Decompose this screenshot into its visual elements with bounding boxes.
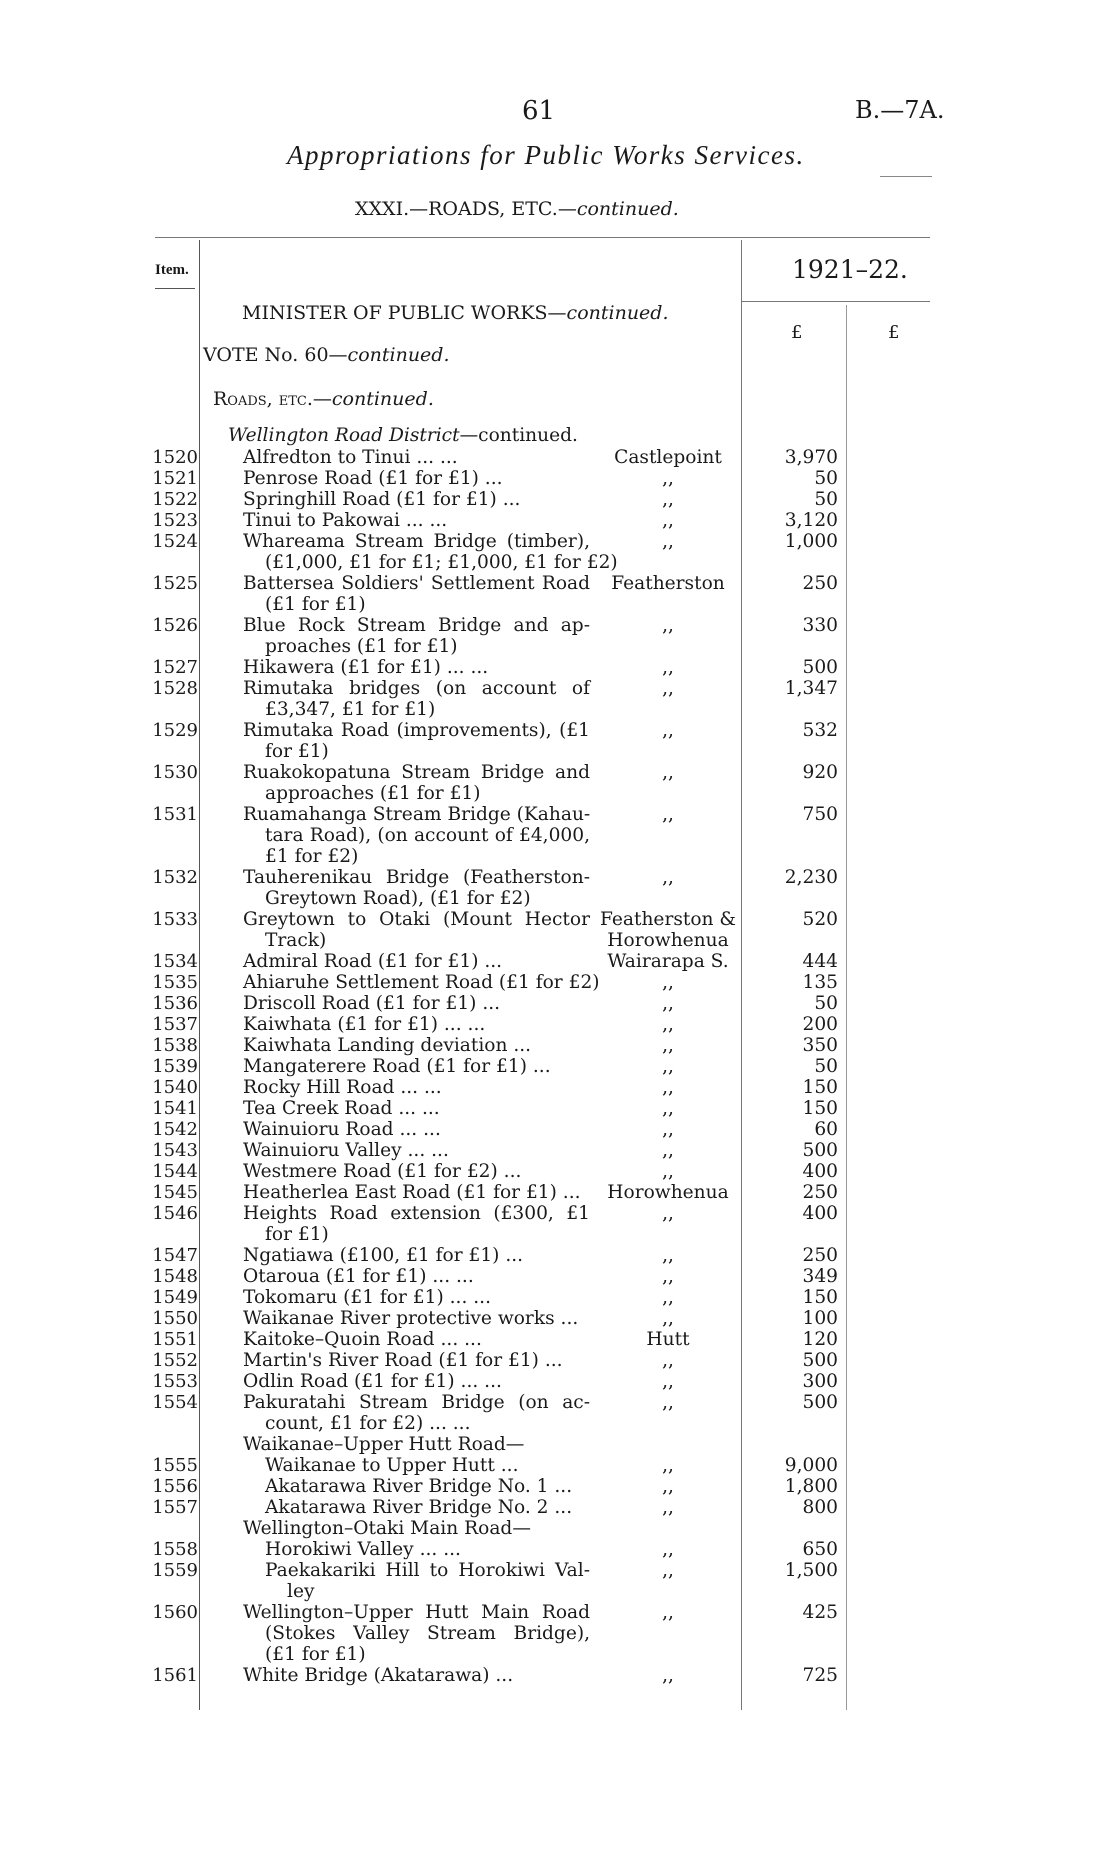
electoral-district: Featherston (611, 573, 725, 594)
item-description (243, 1287, 590, 1308)
electoral-district: ,, (662, 489, 674, 510)
electoral-district: ,, (662, 1392, 674, 1413)
electoral-district: Horowhenua (607, 1182, 729, 1203)
electoral-district: ,, (662, 762, 674, 783)
item-description (243, 615, 590, 657)
electoral-district: ,, (662, 1287, 674, 1308)
item-number: 1520 (152, 447, 198, 468)
electoral-district: Castlepoint (614, 447, 722, 468)
electoral-district: ,, (662, 1455, 674, 1476)
electoral-district: ,, (662, 615, 674, 636)
item-number: 1544 (152, 1161, 198, 1182)
amount: 1,800 (784, 1476, 838, 1497)
description-line: Battersea Soldiers' Settlement Road (243, 573, 590, 594)
amount: 50 (814, 993, 838, 1014)
item-description (243, 1245, 590, 1266)
description-line: Admiral Road (£1 for £1) ... (243, 951, 503, 972)
amount: 500 (802, 657, 838, 678)
description-line: £1 for £2) (265, 846, 359, 867)
electoral-district: ,, (662, 1266, 674, 1287)
section-title-continued: continued. (576, 198, 679, 220)
amount: 1,000 (784, 531, 838, 552)
electoral-district: ,, (662, 720, 674, 741)
item-number: 1547 (152, 1245, 198, 1266)
item-description (265, 1476, 590, 1497)
item-number: 1558 (152, 1539, 198, 1560)
electoral-district: ,, (662, 1014, 674, 1035)
description-line: Heatherlea East Road (£1 for £1) ... (243, 1182, 581, 1203)
minister-heading (242, 302, 669, 324)
description-line: Rimutaka bridges (on account of (243, 678, 590, 699)
amount: 500 (802, 1392, 838, 1413)
amount: 50 (814, 489, 838, 510)
electoral-district: ,, (662, 972, 674, 993)
item-description (265, 1560, 590, 1602)
description-line: Akatarawa River Bridge No. 1 ... (265, 1476, 573, 1497)
electoral-district: ,, (662, 1476, 674, 1497)
item-header-rule (155, 288, 195, 289)
amount: 500 (802, 1140, 838, 1161)
item-number: 1538 (152, 1035, 198, 1056)
description-line: Wellington–Upper Hutt Main Road (243, 1602, 590, 1623)
description-line: Tinui to Pakowai ... ... (243, 510, 448, 531)
description-line: Mangaterere Road (£1 for £1) ... (243, 1056, 551, 1077)
electoral-district: ,, (662, 1203, 674, 1224)
item-number: 1542 (152, 1119, 198, 1140)
electoral-district: ,, (662, 1539, 674, 1560)
description-line: Westmere Road (£1 for £2) ... (243, 1161, 522, 1182)
item-description (265, 1539, 590, 1560)
amount: 135 (802, 972, 838, 993)
item-number: 1543 (152, 1140, 198, 1161)
item-number: 1546 (152, 1203, 198, 1224)
item-number: 1549 (152, 1287, 198, 1308)
electoral-district: ,, (662, 1350, 674, 1371)
section-title (355, 198, 679, 220)
item-description (265, 1497, 590, 1518)
item-description (243, 1266, 590, 1287)
electoral-district: Wairarapa S. (607, 951, 729, 972)
description-line: Rocky Hill Road ... ... (243, 1077, 442, 1098)
item-number: 1535 (152, 972, 198, 993)
description-line: count, £1 for £2) ... ... (265, 1413, 471, 1434)
subheading: Wellington–Otaki Main Road— (243, 1518, 531, 1539)
electoral-district: ,, (662, 1371, 674, 1392)
item-number: 1559 (152, 1560, 198, 1581)
description-line: Penrose Road (£1 for £1) ... (243, 468, 503, 489)
amount: 350 (802, 1035, 838, 1056)
item-number: 1529 (152, 720, 198, 741)
description-line: Kaiwhata (£1 for £1) ... ... (243, 1014, 486, 1035)
electoral-district: ,, (662, 1077, 674, 1098)
item-description (243, 573, 590, 615)
amount: 250 (802, 1182, 838, 1203)
item-number: 1555 (152, 1455, 198, 1476)
item-number: 1561 (152, 1665, 198, 1686)
item-number: 1526 (152, 615, 198, 636)
description-line: Paekakariki Hill to Horokiwi Val- (265, 1560, 590, 1581)
amount-column-rule (846, 305, 847, 1710)
electoral-district: ,, (662, 510, 674, 531)
item-description (243, 720, 590, 762)
item-number: 1537 (152, 1014, 198, 1035)
amount: 200 (802, 1014, 838, 1035)
item-number: 1552 (152, 1350, 198, 1371)
item-description (243, 804, 590, 867)
amount: 532 (802, 720, 838, 741)
item-number: 1556 (152, 1476, 198, 1497)
description-line: Springhill Road (£1 for £1) ... (243, 489, 521, 510)
document-reference: B.—7A. (855, 96, 945, 124)
description-line: Tauherenikau Bridge (Featherston- (243, 867, 590, 888)
item-description (243, 1182, 590, 1203)
amount: 725 (802, 1665, 838, 1686)
item-description (243, 1203, 590, 1245)
item-number: 1524 (152, 531, 198, 552)
electoral-district: ,, (662, 1602, 674, 1623)
description-line: Whareama Stream Bridge (timber), (243, 531, 590, 552)
amount: 60 (814, 1119, 838, 1140)
district-heading-main: Wellington Road District (228, 425, 460, 446)
item-number: 1527 (152, 657, 198, 678)
item-description (243, 447, 590, 468)
year-header-rule (742, 301, 930, 302)
description-line: Alfredton to Tinui ... ... (243, 447, 458, 468)
description-line: Rimutaka Road (improvements), (£1 (243, 720, 590, 741)
item-number: 1541 (152, 1098, 198, 1119)
item-description (243, 1098, 590, 1119)
description-line: Tokomaru (£1 for £1) ... ... (243, 1287, 492, 1308)
item-description (243, 1140, 590, 1161)
section-title-main: XXXI.—ROADS, ETC.— (355, 198, 577, 220)
description-line: Ruakokopatuna Stream Bridge and (243, 762, 590, 783)
item-number: 1548 (152, 1266, 198, 1287)
item-number: 1528 (152, 678, 198, 699)
amount: 1,347 (784, 678, 838, 699)
description-line: Tea Creek Road ... ... (243, 1098, 440, 1119)
item-number: 1525 (152, 573, 198, 594)
minister-heading-main: MINISTER OF PUBLIC WORKS— (242, 302, 567, 324)
description-line: Greytown to Otaki (Mount Hector (243, 909, 590, 930)
description-line: Greytown Road), (£1 for £2) (265, 888, 531, 909)
item-number: 1533 (152, 909, 198, 930)
amount: 444 (802, 951, 838, 972)
electoral-district: ,, (662, 1119, 674, 1140)
description-line: Driscoll Road (£1 for £1) ... (243, 993, 501, 1014)
description-line: Track) (265, 930, 327, 951)
item-description (243, 1665, 590, 1686)
amount: 349 (802, 1266, 838, 1287)
electoral-district: ,, (662, 1098, 674, 1119)
electoral-district: ,, (662, 1245, 674, 1266)
table-top-rule (155, 237, 930, 238)
electoral-district: ,, (662, 867, 674, 888)
item-description (243, 657, 590, 678)
item-number: 1539 (152, 1056, 198, 1077)
item-description (243, 1056, 590, 1077)
description-line: (£1 for £1) (265, 1644, 366, 1665)
item-description (243, 1350, 590, 1371)
description-line: Waikanae River protective works ... (243, 1308, 579, 1329)
district-heading (228, 425, 578, 446)
amount: 2,230 (784, 867, 838, 888)
roads-heading-continued: continued. (331, 388, 434, 410)
electoral-district: ,, (662, 1140, 674, 1161)
electoral-district: Hutt (646, 1329, 690, 1350)
electoral-district: ,, (662, 1308, 674, 1329)
amount: 650 (802, 1539, 838, 1560)
description-line: £3,347, £1 for £1) (265, 699, 436, 720)
item-description (243, 1602, 590, 1665)
description-line: (Stokes Valley Stream Bridge), (265, 1623, 590, 1644)
amount: 500 (802, 1350, 838, 1371)
item-number: 1536 (152, 993, 198, 1014)
description-line: for £1) (265, 741, 329, 762)
subheading: Waikanae–Upper Hutt Road— (243, 1434, 525, 1455)
amount: 330 (802, 615, 838, 636)
amount: 400 (802, 1161, 838, 1182)
item-description (265, 1455, 590, 1476)
item-description (243, 762, 590, 804)
title-rule (880, 176, 932, 177)
description-line: Ahiaruhe Settlement Road (£1 for £2) (243, 972, 600, 993)
item-number: 1553 (152, 1371, 198, 1392)
amount: 3,970 (784, 447, 838, 468)
item-number: 1550 (152, 1308, 198, 1329)
amount: 100 (802, 1308, 838, 1329)
minister-heading-continued: continued. (566, 302, 669, 324)
description-line: Hikawera (£1 for £1) ... ... (243, 657, 489, 678)
electoral-district: ,, (662, 1161, 674, 1182)
item-description (243, 1161, 590, 1182)
amount: 50 (814, 1056, 838, 1077)
item-description (243, 468, 590, 489)
item-description (243, 1014, 590, 1035)
item-description (243, 909, 590, 951)
item-description (243, 1329, 590, 1350)
amount: 800 (802, 1497, 838, 1518)
amount: 150 (802, 1098, 838, 1119)
description-line: proaches (£1 for £1) (265, 636, 458, 657)
item-description (243, 867, 590, 909)
vote-heading-continued: continued. (347, 344, 450, 366)
description-line: Horokiwi Valley ... ... (265, 1539, 461, 1560)
description-line: (£1 for £1) (265, 594, 366, 615)
item-number: 1560 (152, 1602, 198, 1623)
vote-heading (203, 344, 450, 366)
amount: 150 (802, 1287, 838, 1308)
item-description (243, 510, 590, 531)
description-line: Kaitoke–Quoin Road ... ... (243, 1329, 482, 1350)
item-number: 1534 (152, 951, 198, 972)
amount: 3,120 (784, 510, 838, 531)
description-line: approaches (£1 for £1) (265, 783, 481, 804)
description-line: Blue Rock Stream Bridge and ap- (243, 615, 590, 636)
amount: 750 (802, 804, 838, 825)
electoral-district: ,, (662, 1056, 674, 1077)
amount: 300 (802, 1371, 838, 1392)
amount: 520 (802, 909, 838, 930)
electoral-district: ,, (662, 1665, 674, 1686)
roads-heading (213, 388, 434, 410)
description-line: for £1) (265, 1224, 329, 1245)
district-heading-continued: —continued. (459, 425, 578, 446)
pound-header-2: £ (888, 322, 900, 343)
item-number: 1557 (152, 1497, 198, 1518)
item-description (243, 531, 618, 573)
item-description (243, 678, 590, 720)
item-description (243, 489, 590, 510)
item-description (243, 1392, 590, 1434)
item-number: 1521 (152, 468, 198, 489)
description-line: Pakuratahi Stream Bridge (on ac- (243, 1392, 590, 1413)
electoral-district: ,, (662, 531, 674, 552)
item-description (243, 1371, 590, 1392)
description-line: Wainuioru Road ... ... (243, 1119, 441, 1140)
electoral-district: ,, (662, 804, 674, 825)
electoral-district: ,, (662, 1560, 674, 1581)
amount: 920 (802, 762, 838, 783)
year-column-header: 1921–22. (792, 255, 908, 284)
item-description (243, 1119, 590, 1140)
item-number: 1532 (152, 867, 198, 888)
amount: 9,000 (784, 1455, 838, 1476)
electoral-district: ,, (662, 657, 674, 678)
item-number: 1530 (152, 762, 198, 783)
item-description (243, 972, 600, 993)
amount: 1,500 (784, 1560, 838, 1581)
amount: 120 (802, 1329, 838, 1350)
vote-heading-main: VOTE No. 60— (203, 344, 348, 366)
item-description (243, 1308, 590, 1329)
electoral-district: Featherston & (600, 909, 736, 930)
pound-header-1: £ (791, 322, 803, 343)
amount: 150 (802, 1077, 838, 1098)
description-line: (£1,000, £1 for £1; £1,000, £1 for £2) (265, 552, 618, 573)
item-column-header: Item. (155, 262, 189, 278)
electoral-district-line-2: Horowhenua (607, 930, 729, 951)
roads-heading-main: Roads, etc.— (213, 388, 332, 410)
description-line: Kaiwhata Landing deviation ... (243, 1035, 532, 1056)
item-column-rule (199, 240, 200, 1710)
amount: 250 (802, 1245, 838, 1266)
amount: 250 (802, 573, 838, 594)
description-line: Odlin Road (£1 for £1) ... ... (243, 1371, 502, 1392)
description-line: ley (287, 1581, 315, 1602)
electoral-district: ,, (662, 468, 674, 489)
item-number: 1531 (152, 804, 198, 825)
item-number: 1545 (152, 1182, 198, 1203)
electoral-district: ,, (662, 1035, 674, 1056)
description-line: Waikanae to Upper Hutt ... (265, 1455, 519, 1476)
amount: 50 (814, 468, 838, 489)
electoral-district: ,, (662, 1497, 674, 1518)
page-number: 61 (522, 96, 556, 126)
item-number: 1522 (152, 489, 198, 510)
item-description (243, 1077, 590, 1098)
description-line: tara Road), (on account of £4,000, (265, 825, 590, 846)
description-line: Heights Road extension (£300, £1 (243, 1203, 590, 1224)
description-line: Otaroua (£1 for £1) ... ... (243, 1266, 474, 1287)
item-number: 1540 (152, 1077, 198, 1098)
description-line: Ngatiawa (£100, £1 for £1) ... (243, 1245, 524, 1266)
item-description (243, 951, 590, 972)
description-line: White Bridge (Akatarawa) ... (243, 1665, 514, 1686)
description-line: Wainuioru Valley ... ... (243, 1140, 449, 1161)
item-description (243, 1035, 590, 1056)
item-description (243, 993, 590, 1014)
electoral-district: ,, (662, 993, 674, 1014)
item-number: 1523 (152, 510, 198, 531)
item-number: 1551 (152, 1329, 198, 1350)
description-line: Ruamahanga Stream Bridge (Kahau- (243, 804, 591, 825)
description-line: Martin's River Road (£1 for £1) ... (243, 1350, 563, 1371)
amount: 400 (802, 1203, 838, 1224)
electoral-district: ,, (662, 678, 674, 699)
page-title: Appropriations for Public Works Services. (287, 140, 805, 170)
item-number: 1554 (152, 1392, 198, 1413)
amount: 425 (802, 1602, 838, 1623)
description-line: Akatarawa River Bridge No. 2 ... (265, 1497, 573, 1518)
